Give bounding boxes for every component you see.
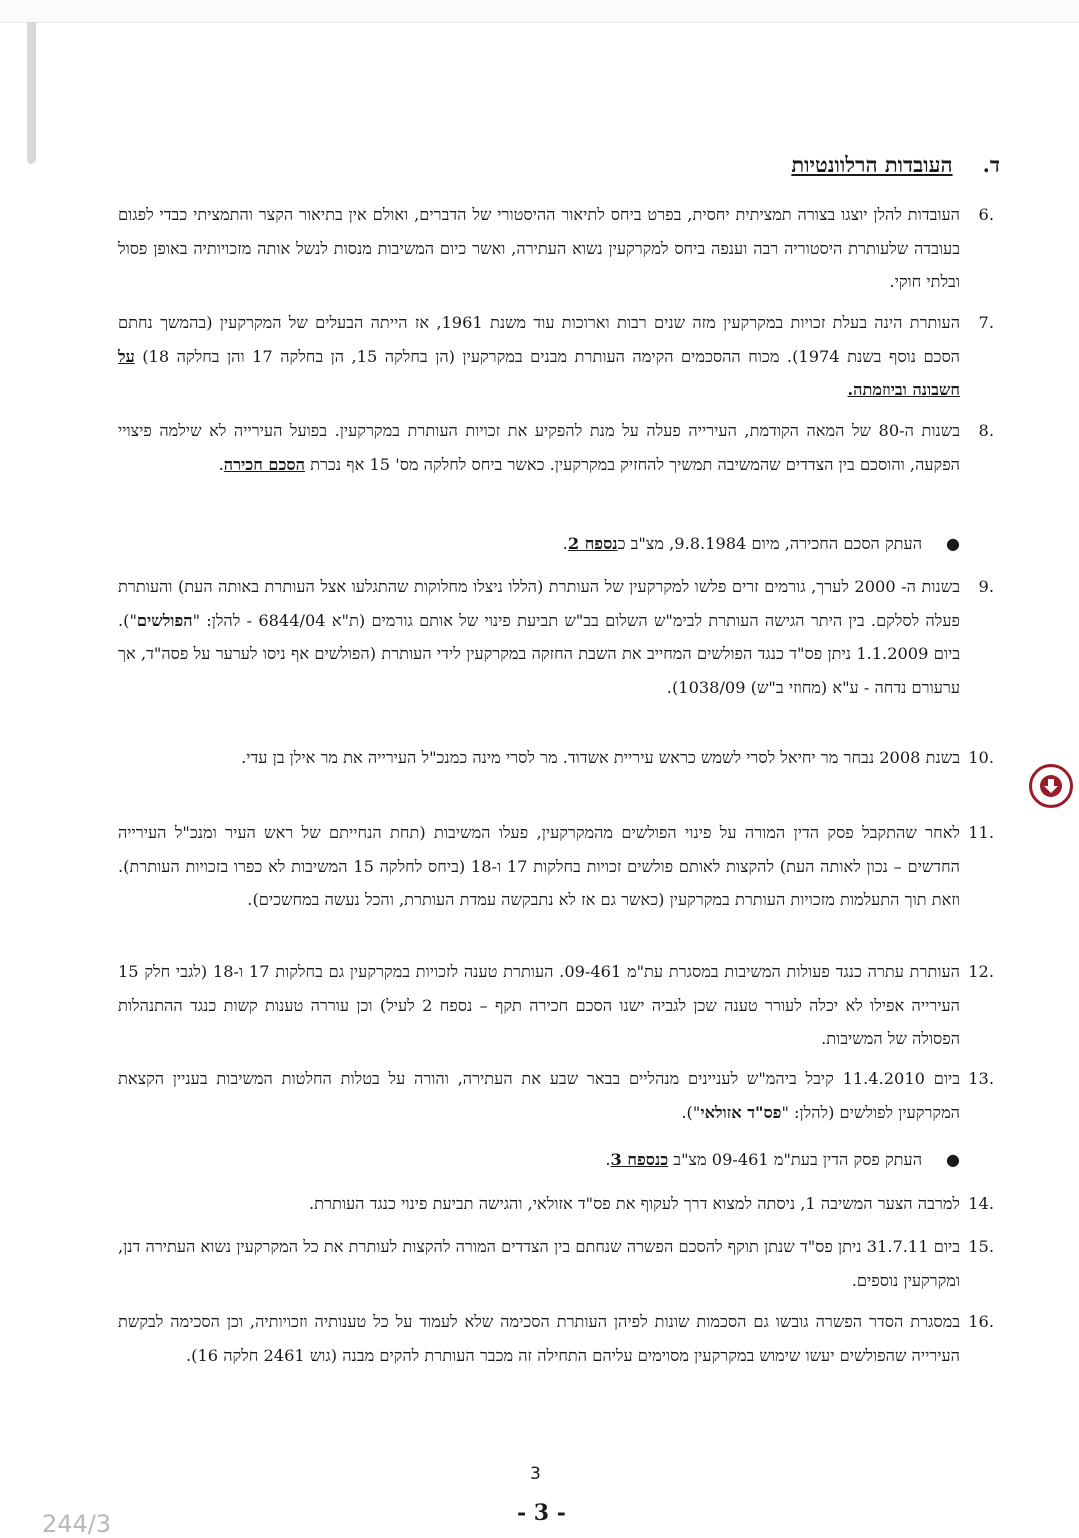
paragraph-number: .13 — [968, 1069, 994, 1088]
download-button[interactable] — [1029, 764, 1073, 808]
paragraph-number: .8 — [978, 421, 994, 440]
attachment-bullet-2 — [563, 530, 960, 558]
paragraph-number: .15 — [968, 1237, 994, 1256]
section-letter: ד. — [982, 152, 1000, 177]
paragraph-text: בשנות ה-80 של המאה הקודמת, העירייה פעלה על מנת להפקיע את זכויות העותרת במקרקעין. בפועל העירייה לא שילמה פיצויי הפקעה, והוסכם בין הצדדים שהמשיבה תמשיך להחזיק במקרקעין. כאשר ביחס לחלקה מס' 15 אף נכרת הסכם חכירה. — [118, 421, 960, 474]
paragraph-text: במסגרת הסדר הפשרה גובשו גם הסכמות שונות לפיהן העותרת הסכימה שלא לעמוד על כל טענותיה וזכויותיה, וכן הסכימה לבקשת העירייה שהפולשים יעשו שימוש במקרקעין מסוימים עליהם התחילה זה מכבר העותרת להקים מבנה (גוש 2461 חלקה 16). — [118, 1312, 960, 1365]
paragraph-text: בשנת 2008 נבחר מר יחיאל לסרי לשמש כראש עיריית אשדוד. מר לסרי מינה כמנכ"ל העירייה את מר אילן בן עדי. — [241, 748, 960, 767]
attachment-link[interactable]: נספח 2 — [567, 534, 618, 553]
page-number-bold: - 3 - — [517, 1500, 566, 1526]
bullet-icon: ● — [946, 1150, 960, 1169]
download-arrow-icon — [1038, 773, 1064, 799]
paragraph-13 — [118, 1062, 1000, 1129]
paragraph-number: .12 — [968, 962, 994, 981]
paragraph-16 — [118, 1305, 1000, 1372]
paragraph-text: לאחר שהתקבל פסק הדין המורה על פינוי הפולשים מהמקרקעין, פעלו המשיבות (תחת הנחייתם של ראש העיר ומנכ"ל העירייה החדשים – נכון לאותה העת) להקצות לאותם פולשים זכויות בחלקות 17 ו-18 (ביחס לחלקה 15 המשיבות לא כפרו בזכויות העותרת). וזאת תוך התעלמות מזכויות העותרת במקרקעין (כאשר גם אז לא נתבקשה עמדת העותרת, והכל נעשה במחשכים). — [118, 823, 960, 909]
paragraph-6 — [118, 198, 1000, 299]
top-bar — [0, 0, 1079, 23]
paragraph-7 — [118, 306, 1000, 407]
paragraph-text: למרבה הצער המשיבה 1, ניסתה למצוא דרך לעקוף את פס"ד אזולאי, והגישה תביעת פינוי כנגד העותרת. — [309, 1194, 960, 1213]
paragraph-text: ביום 11.4.2010 קיבל ביהמ"ש לעניינים מנהליים בבאר שבע את העתירה, והורה על בטלות החלטות המשיבות בעניין הקצאת המקרקעין לפולשים (להלן: "פס"ד אזולאי"). — [118, 1069, 961, 1122]
paragraph-number: .9 — [978, 577, 994, 596]
paragraph-10 — [118, 741, 1000, 775]
paragraph-text: ביום 31.7.11 ניתן פס"ד שנתן תוקף להסכם הפשרה שנחתם בין הצדדים המורה להקצות לעותרת את כל המקרקעין נשוא העתירה דנן, ומקרקעין נוספים. — [118, 1237, 961, 1290]
bullet-icon: ● — [946, 534, 960, 553]
paragraph-14 — [118, 1187, 1000, 1221]
paragraph-number: .14 — [968, 1194, 994, 1213]
page-number: 3 — [530, 1464, 541, 1484]
paragraph-text: בשנות ה- 2000 לערך, גורמים זרים פלשו למקרקעין של העותרת (הללו ניצלו מחלוקות שהתגלעו אצל העותרת באותה העת) והעותרת פעלה לסלקם. בין היתר הגישה העותרת לבימ"ש השלום בב"ש תביעת פינוי של אותם גורמים (ת"א 6844/04 - להלן: "הפולשים"). ביום 1.1.2009 ניתן פס"ד כנגד הפולשים המחייב את השבת החזקה במקרקעין לידי העותרת (הפולשים אף ניסו לערער על פסה"ד, אך ערעורם נדחה - ע"א (מחוזי ב"ש) 1038/09). — [118, 577, 961, 697]
paragraph-8 — [118, 414, 1000, 481]
paragraph-12 — [118, 955, 1000, 1056]
stamp-number: 244/3 — [42, 1510, 112, 1538]
paragraph-number: .11 — [968, 823, 994, 842]
paragraph-text: העותרת הינה בעלת זכויות במקרקעין מזה שנים רבות וארוכות עוד משנת 1961, אז הייתה הבעלים של המקרקעין (בהמשך נחתם הסכם נוסף בשנת 1974). מכוח ההסכמים הקימה העותרת מבנים במקרקעין (הן בחלקה 15, הן בחלקה 17 והן בחלקה 18) על חשבונה וביוזמתה. — [118, 313, 961, 399]
paragraph-text: העובדות להלן יוצגו בצורה תמציתית יחסית, בפרט ביחס לתיאור ההיסטורי של הדברים, ואולם אין בתיאור הקצר והתמציתי כבדי לפגום בעובדה שלעותרת היסטוריה רבה וענפה ביחס למקרקעין נשוא העתירה, ואשר כיום המשיבות מנסות לנשל אותה מזכויותיה באופן פסול ובלתי חוקי. — [118, 205, 960, 291]
scrollbar[interactable] — [27, 22, 36, 164]
section-title: העובדות הרלוונטיות — [791, 152, 953, 177]
section-heading — [791, 152, 1000, 178]
paragraph-number: .10 — [968, 748, 994, 767]
attachment-link[interactable]: כנספח 3 — [610, 1150, 669, 1169]
paragraph-15 — [118, 1230, 1000, 1297]
paragraph-11 — [118, 816, 1000, 917]
paragraph-9 — [118, 570, 1000, 704]
paragraph-number: .6 — [978, 205, 994, 224]
bullet-text: העתק הסכם החכירה, מיום 9.8.1984, מצ"ב כנספח 2. — [562, 534, 923, 553]
attachment-bullet-3 — [605, 1146, 960, 1174]
paragraph-number: .7 — [978, 313, 994, 332]
bullet-text: העתק פסק הדין בעת"מ 09-461 מצ"ב כנספח 3. — [605, 1150, 923, 1169]
paragraph-number: .16 — [968, 1312, 994, 1331]
paragraph-text: העותרת עתרה כנגד פעולות המשיבות במסגרת עת"מ 09-461. העותרת טענה לזכויות במקרקעין גם בחלקות 17 ו-18 (לגבי חלק 15 העירייה אפילו לא יכלה לעורר טענה שכן לגביה ישנו הסכם חכירה תקף – נספח 2 לעיל) וכן עוררה טענות קשות כנגד ההתנהלות הפסולה של המשיבות. — [118, 962, 960, 1048]
